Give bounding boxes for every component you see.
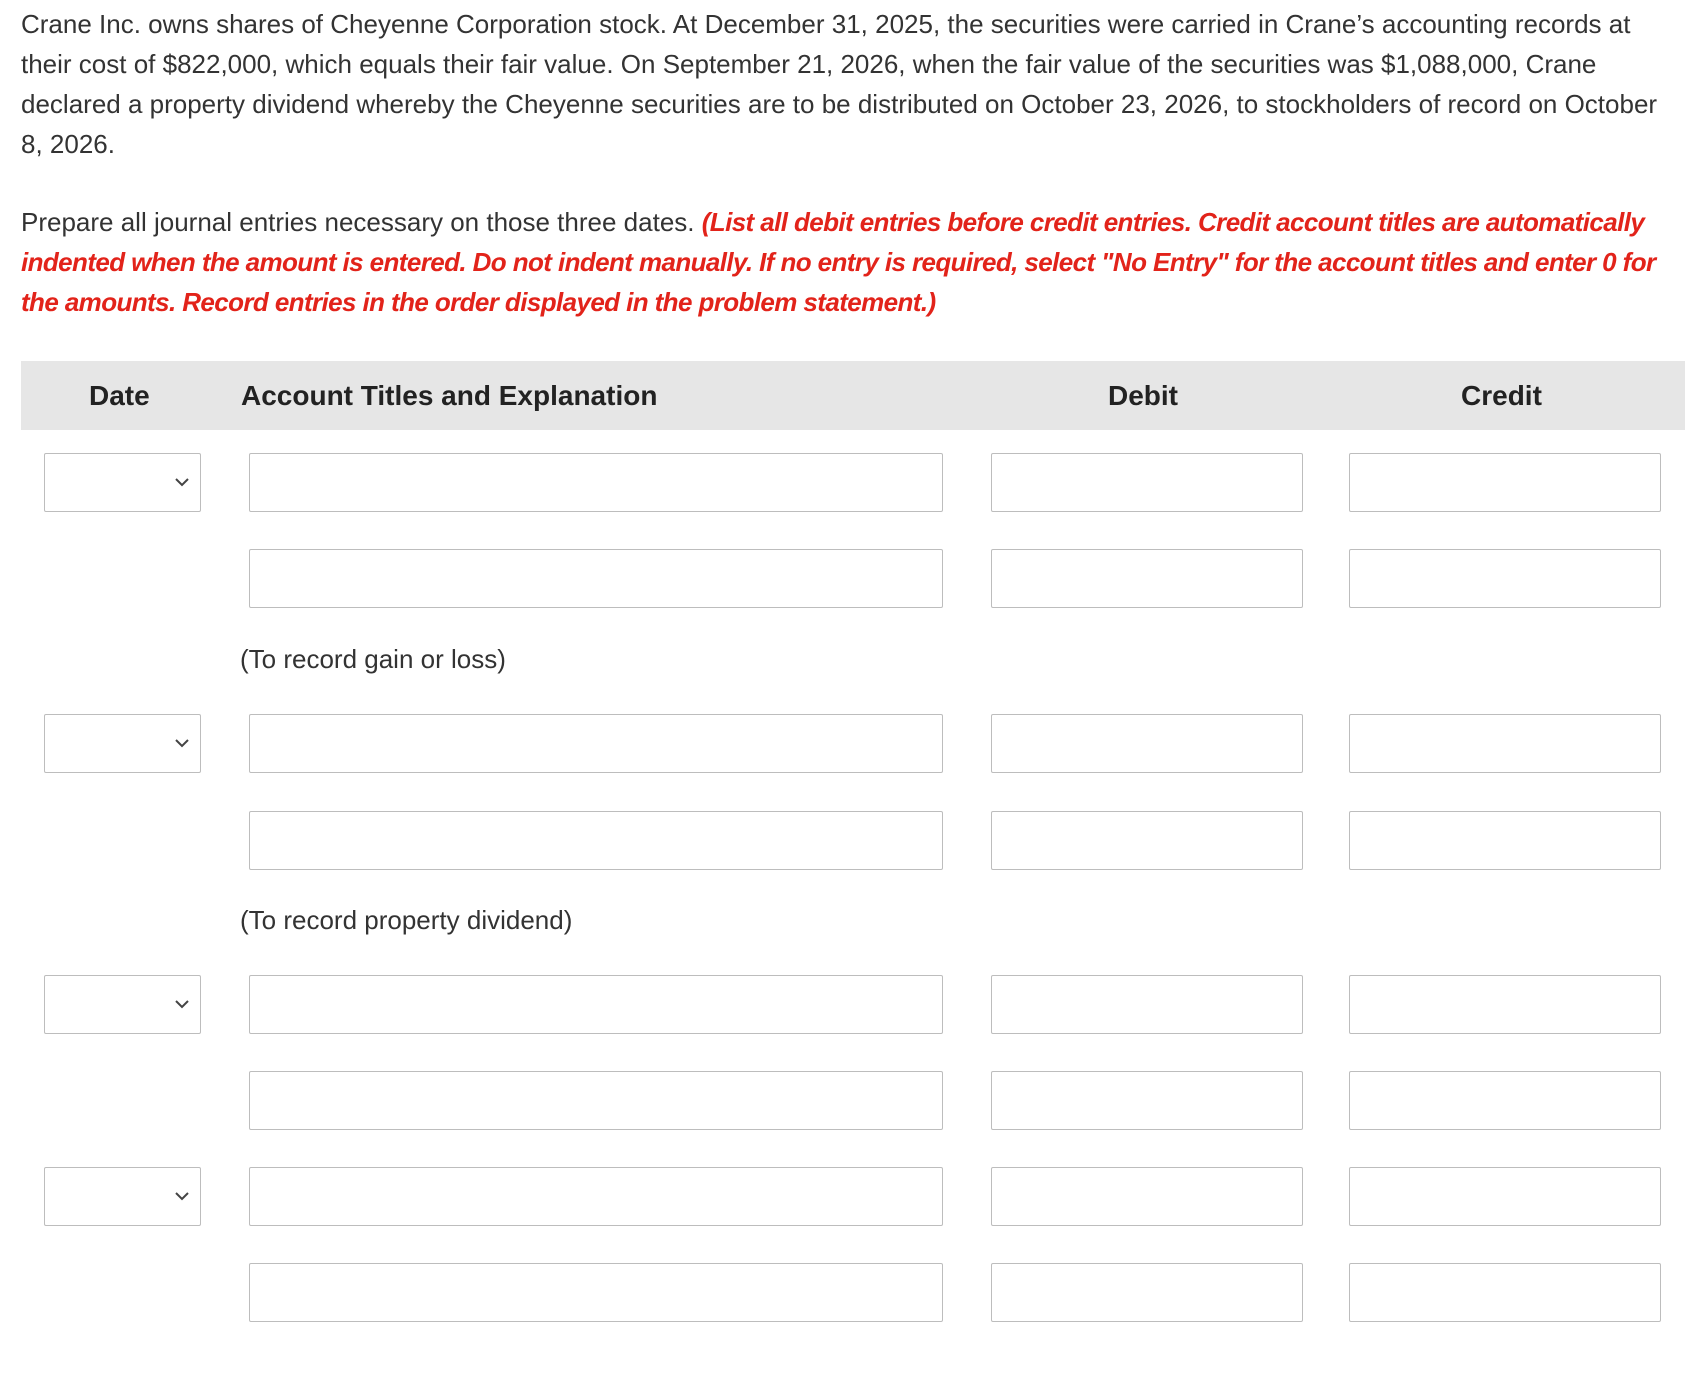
debit-field-7[interactable] <box>991 1167 1303 1226</box>
chevron-down-icon <box>172 733 192 753</box>
account-field-3[interactable] <box>249 714 943 773</box>
account-field-8[interactable] <box>249 1263 943 1322</box>
instructions-note: (List all debit entries before credit entries. Credit account titles are automatically indented when the amount is entered. Do not indent manually. If no entry is required, select "No Entry" for the account titles and enter 0 for the amounts. Record entries in the order displayed in the problem statement.) <box>21 207 1656 317</box>
debit-field-5[interactable] <box>991 975 1303 1034</box>
account-field-7[interactable] <box>249 1167 943 1226</box>
credit-column-header: Credit <box>1461 380 1542 411</box>
debit-field-8[interactable] <box>991 1263 1303 1322</box>
date-column-header: Date <box>89 380 150 411</box>
problem-statement: Crane Inc. owns shares of Cheyenne Corporation stock. At December 31, 2025, the securities were carried in Crane’s accounting records at their cost of $822,000, which equals their fair value. On September 21, 2026, when the fair value of the securities was $1,088,000, Crane declared a property dividend whereby the Cheyenne securities are to be distributed on October 23, 2026, to stockholders of record on October 8, 2026. <box>21 9 1658 159</box>
chevron-down-icon <box>172 1186 192 1206</box>
debit-field-2[interactable] <box>991 549 1303 608</box>
account-field-1[interactable] <box>249 453 943 512</box>
debit-field-3[interactable] <box>991 714 1303 773</box>
account-field-6[interactable] <box>249 1071 943 1130</box>
credit-field-2[interactable] <box>1349 549 1661 608</box>
instructions-text: Prepare all journal entries necessary on those three dates. <box>21 207 695 237</box>
credit-field-4[interactable] <box>1349 811 1661 870</box>
chevron-down-icon <box>172 994 192 1014</box>
date-select-2[interactable] <box>44 714 201 773</box>
gain-loss-note: (To record gain or loss) <box>240 644 506 674</box>
account-field-5[interactable] <box>249 975 943 1034</box>
credit-field-6[interactable] <box>1349 1071 1661 1130</box>
debit-field-6[interactable] <box>991 1071 1303 1130</box>
date-select-3[interactable] <box>44 975 201 1034</box>
account-column-header: Account Titles and Explanation <box>241 380 658 411</box>
debit-field-1[interactable] <box>991 453 1303 512</box>
account-field-4[interactable] <box>249 811 943 870</box>
property-dividend-note: (To record property dividend) <box>240 905 573 935</box>
credit-field-1[interactable] <box>1349 453 1661 512</box>
chevron-down-icon <box>172 472 192 492</box>
credit-field-7[interactable] <box>1349 1167 1661 1226</box>
debit-field-4[interactable] <box>991 811 1303 870</box>
date-select-4[interactable] <box>44 1167 201 1226</box>
journal-table-header <box>21 361 1685 430</box>
debit-column-header: Debit <box>1108 380 1178 411</box>
credit-field-3[interactable] <box>1349 714 1661 773</box>
credit-field-5[interactable] <box>1349 975 1661 1034</box>
date-select-1[interactable] <box>44 453 201 512</box>
credit-field-8[interactable] <box>1349 1263 1661 1322</box>
account-field-2[interactable] <box>249 549 943 608</box>
instructions <box>21 202 1691 322</box>
